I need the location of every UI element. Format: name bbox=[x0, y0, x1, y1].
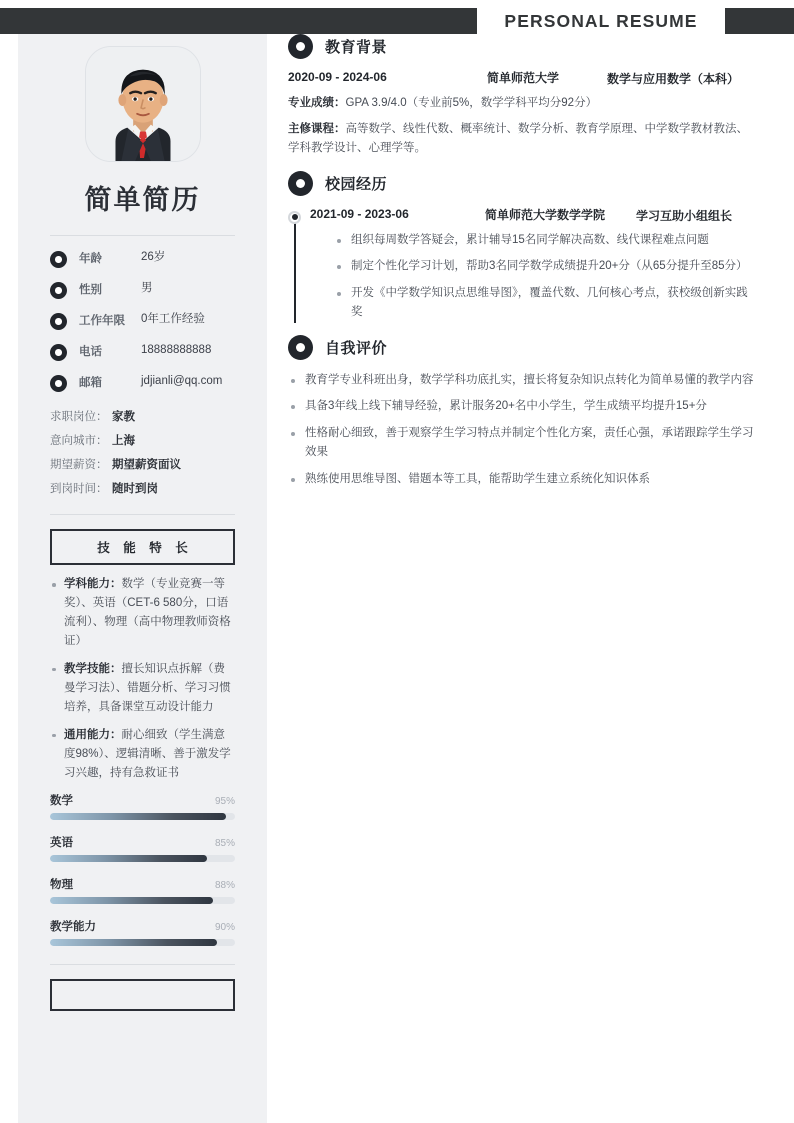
preference-label: 求职岗位： bbox=[50, 411, 108, 423]
skill-item-text: 数学（专业竞赛一等奖）、英语（CET-6 580分，口语流利）、物理（高中物理教师资格证） bbox=[64, 578, 231, 647]
section-header-campus bbox=[288, 171, 758, 196]
contact-label: 年龄 bbox=[79, 253, 102, 265]
progress-row-math bbox=[50, 792, 235, 820]
education-gpa-line bbox=[288, 94, 758, 114]
next-section-heading-partial bbox=[50, 979, 235, 1011]
progress-fill bbox=[50, 855, 207, 862]
preference-value: 家教 bbox=[112, 411, 135, 423]
ring-icon bbox=[50, 251, 67, 268]
progress-fill bbox=[50, 939, 217, 946]
skill-item-text: 擅长知识点拆解（费曼学习法）、错题分析、学习习惯培养，具备课堂互动设计能力 bbox=[64, 662, 231, 713]
campus-bullet-list bbox=[310, 231, 758, 323]
skill-item-title: 学科能力： bbox=[64, 578, 122, 590]
job-preferences bbox=[50, 408, 235, 496]
page-title: PERSONAL RESUME bbox=[477, 8, 725, 34]
preference-label: 到岗时间： bbox=[50, 483, 108, 495]
contact-value: jdjianli@qq.com bbox=[141, 375, 223, 387]
campus-entry-row bbox=[310, 207, 758, 224]
section-education bbox=[288, 34, 758, 159]
section-header-education bbox=[288, 34, 758, 59]
education-courses-label: 主修课程： bbox=[288, 122, 346, 135]
progress-fill bbox=[50, 897, 213, 904]
campus-bullet: 组织每周数学答疑会，累计辅导15名同学解决高数、线代课程难点问题 bbox=[334, 231, 758, 251]
progress-percent: 90% bbox=[214, 921, 235, 933]
progress-row-physics bbox=[50, 876, 235, 904]
contact-value: 0年工作经验 bbox=[141, 313, 205, 325]
preference-value: 期望薪资面议 bbox=[112, 459, 181, 471]
campus-org: 简单师范大学数学学院 bbox=[484, 207, 605, 222]
section-title: 教育背景 bbox=[325, 39, 388, 56]
skills-list bbox=[50, 575, 235, 783]
contact-list bbox=[50, 250, 235, 392]
education-major: 数学与应用数学（本科） bbox=[606, 72, 739, 86]
preference-row-salary bbox=[50, 456, 235, 472]
contact-row-age bbox=[50, 250, 235, 268]
evaluation-bullet: 具备3年线上线下辅导经验，累计服务20+名中小学生，学生成绩平均提升15+分 bbox=[288, 397, 758, 417]
avatar bbox=[85, 46, 201, 162]
section-ring-icon bbox=[288, 335, 313, 360]
skill-progress-bars bbox=[50, 792, 235, 946]
progress-fill bbox=[50, 813, 226, 820]
contact-row-gender bbox=[50, 281, 235, 299]
divider-top bbox=[50, 235, 235, 236]
section-header-evaluation bbox=[288, 335, 758, 360]
preference-row-position bbox=[50, 408, 235, 424]
progress-row-english bbox=[50, 834, 235, 862]
progress-track bbox=[50, 855, 235, 862]
section-title: 自我评价 bbox=[325, 339, 388, 357]
campus-date: 2021-09 - 2023-06 bbox=[310, 206, 409, 221]
campus-bullet: 开发《中学数学知识点思维导图》，覆盖代数、几何核心考点，获校级创新实践奖 bbox=[334, 284, 758, 323]
education-school: 简单师范大学 bbox=[486, 71, 559, 85]
ring-icon bbox=[50, 282, 67, 299]
contact-label: 邮箱 bbox=[79, 377, 102, 389]
ring-icon bbox=[50, 313, 67, 330]
preference-value: 随时到岗 bbox=[112, 483, 158, 495]
person-name: 简单简历 bbox=[84, 185, 201, 215]
header-bar-left-segment bbox=[0, 8, 477, 34]
skill-item bbox=[50, 726, 235, 783]
preference-value: 上海 bbox=[112, 435, 135, 447]
preference-label: 意向城市： bbox=[50, 435, 108, 447]
timeline-dot-icon bbox=[288, 211, 301, 224]
education-date: 2020-09 - 2024-06 bbox=[288, 70, 387, 84]
progress-label: 数学 bbox=[50, 794, 73, 807]
education-entry-row bbox=[288, 70, 758, 87]
education-gpa-text: GPA 3.9/4.0（专业前5%，数学学科平均分92分） bbox=[345, 97, 598, 109]
preference-label: 期望薪资： bbox=[50, 459, 108, 471]
progress-percent: 95% bbox=[214, 795, 235, 807]
preference-row-city bbox=[50, 432, 235, 448]
progress-label: 英语 bbox=[50, 836, 73, 849]
section-self-evaluation bbox=[288, 335, 758, 490]
progress-track bbox=[50, 897, 235, 904]
contact-value: 26岁 bbox=[141, 251, 166, 263]
contact-row-experience bbox=[50, 312, 235, 330]
contact-row-phone bbox=[50, 343, 235, 361]
header-bar bbox=[0, 8, 794, 34]
section-ring-icon bbox=[288, 34, 313, 59]
evaluation-bullet: 教育学专业科班出身，数学学科功底扎实，擅长将复杂知识点转化为简单易懂的教学内容 bbox=[288, 371, 758, 391]
progress-label: 教学能力 bbox=[50, 920, 96, 933]
avatar-illustration bbox=[86, 47, 200, 161]
divider-bottom bbox=[50, 964, 235, 965]
evaluation-bullet-list bbox=[288, 371, 758, 490]
evaluation-bullet: 性格耐心细致，善于观察学生学习特点并制定个性化方案，责任心强，承诺跟踪学生学习效果 bbox=[288, 424, 758, 463]
progress-track bbox=[50, 939, 235, 946]
skill-item-title: 教学技能： bbox=[64, 662, 122, 675]
campus-bullet: 制定个性化学习计划，帮助3名同学数学成绩提升20+分（从65分提升至85分） bbox=[334, 257, 758, 277]
section-title: 校园经历 bbox=[325, 175, 388, 193]
skill-item bbox=[50, 575, 235, 651]
education-gpa-label: 专业成绩： bbox=[288, 97, 346, 109]
skills-heading: 技 能 特 长 bbox=[50, 529, 235, 565]
progress-label: 物理 bbox=[50, 878, 73, 891]
sidebar bbox=[18, 34, 267, 1123]
phone-ring-icon bbox=[50, 344, 67, 361]
progress-row-teaching bbox=[50, 918, 235, 946]
campus-timeline bbox=[288, 207, 758, 323]
education-courses-text: 高等数学、线性代数、概率统计、数学分析、教育学原理、中学数学教材教法、学科教学设计、心理学等。 bbox=[288, 122, 748, 155]
campus-role: 学习互助小组组长 bbox=[635, 208, 732, 223]
divider-skills bbox=[50, 514, 235, 515]
contact-label: 性别 bbox=[79, 284, 102, 296]
contact-value: 18888888888 bbox=[141, 344, 212, 356]
education-courses-line bbox=[288, 120, 758, 159]
skill-item bbox=[50, 660, 235, 717]
progress-percent: 85% bbox=[214, 837, 235, 849]
progress-percent: 88% bbox=[214, 879, 235, 891]
contact-label: 电话 bbox=[79, 346, 102, 358]
section-ring-icon bbox=[288, 171, 313, 196]
section-campus-experience bbox=[288, 171, 758, 323]
skill-item-title: 通用能力： bbox=[64, 728, 122, 741]
contact-row-email bbox=[50, 374, 235, 392]
contact-value: 男 bbox=[141, 282, 153, 294]
skill-item-text: 耐心细致（学生满意度98%）、逻辑清晰、善于激发学习兴趣，持有急救证书 bbox=[64, 728, 231, 779]
contact-label: 工作年限 bbox=[79, 315, 125, 327]
evaluation-bullet: 熟练使用思维导图、错题本等工具，能帮助学生建立系统化知识体系 bbox=[288, 470, 758, 490]
progress-track bbox=[50, 813, 235, 820]
email-ring-icon bbox=[50, 375, 67, 392]
main-content bbox=[288, 34, 758, 502]
header-bar-right-segment bbox=[725, 8, 794, 34]
preference-row-availability bbox=[50, 480, 235, 496]
